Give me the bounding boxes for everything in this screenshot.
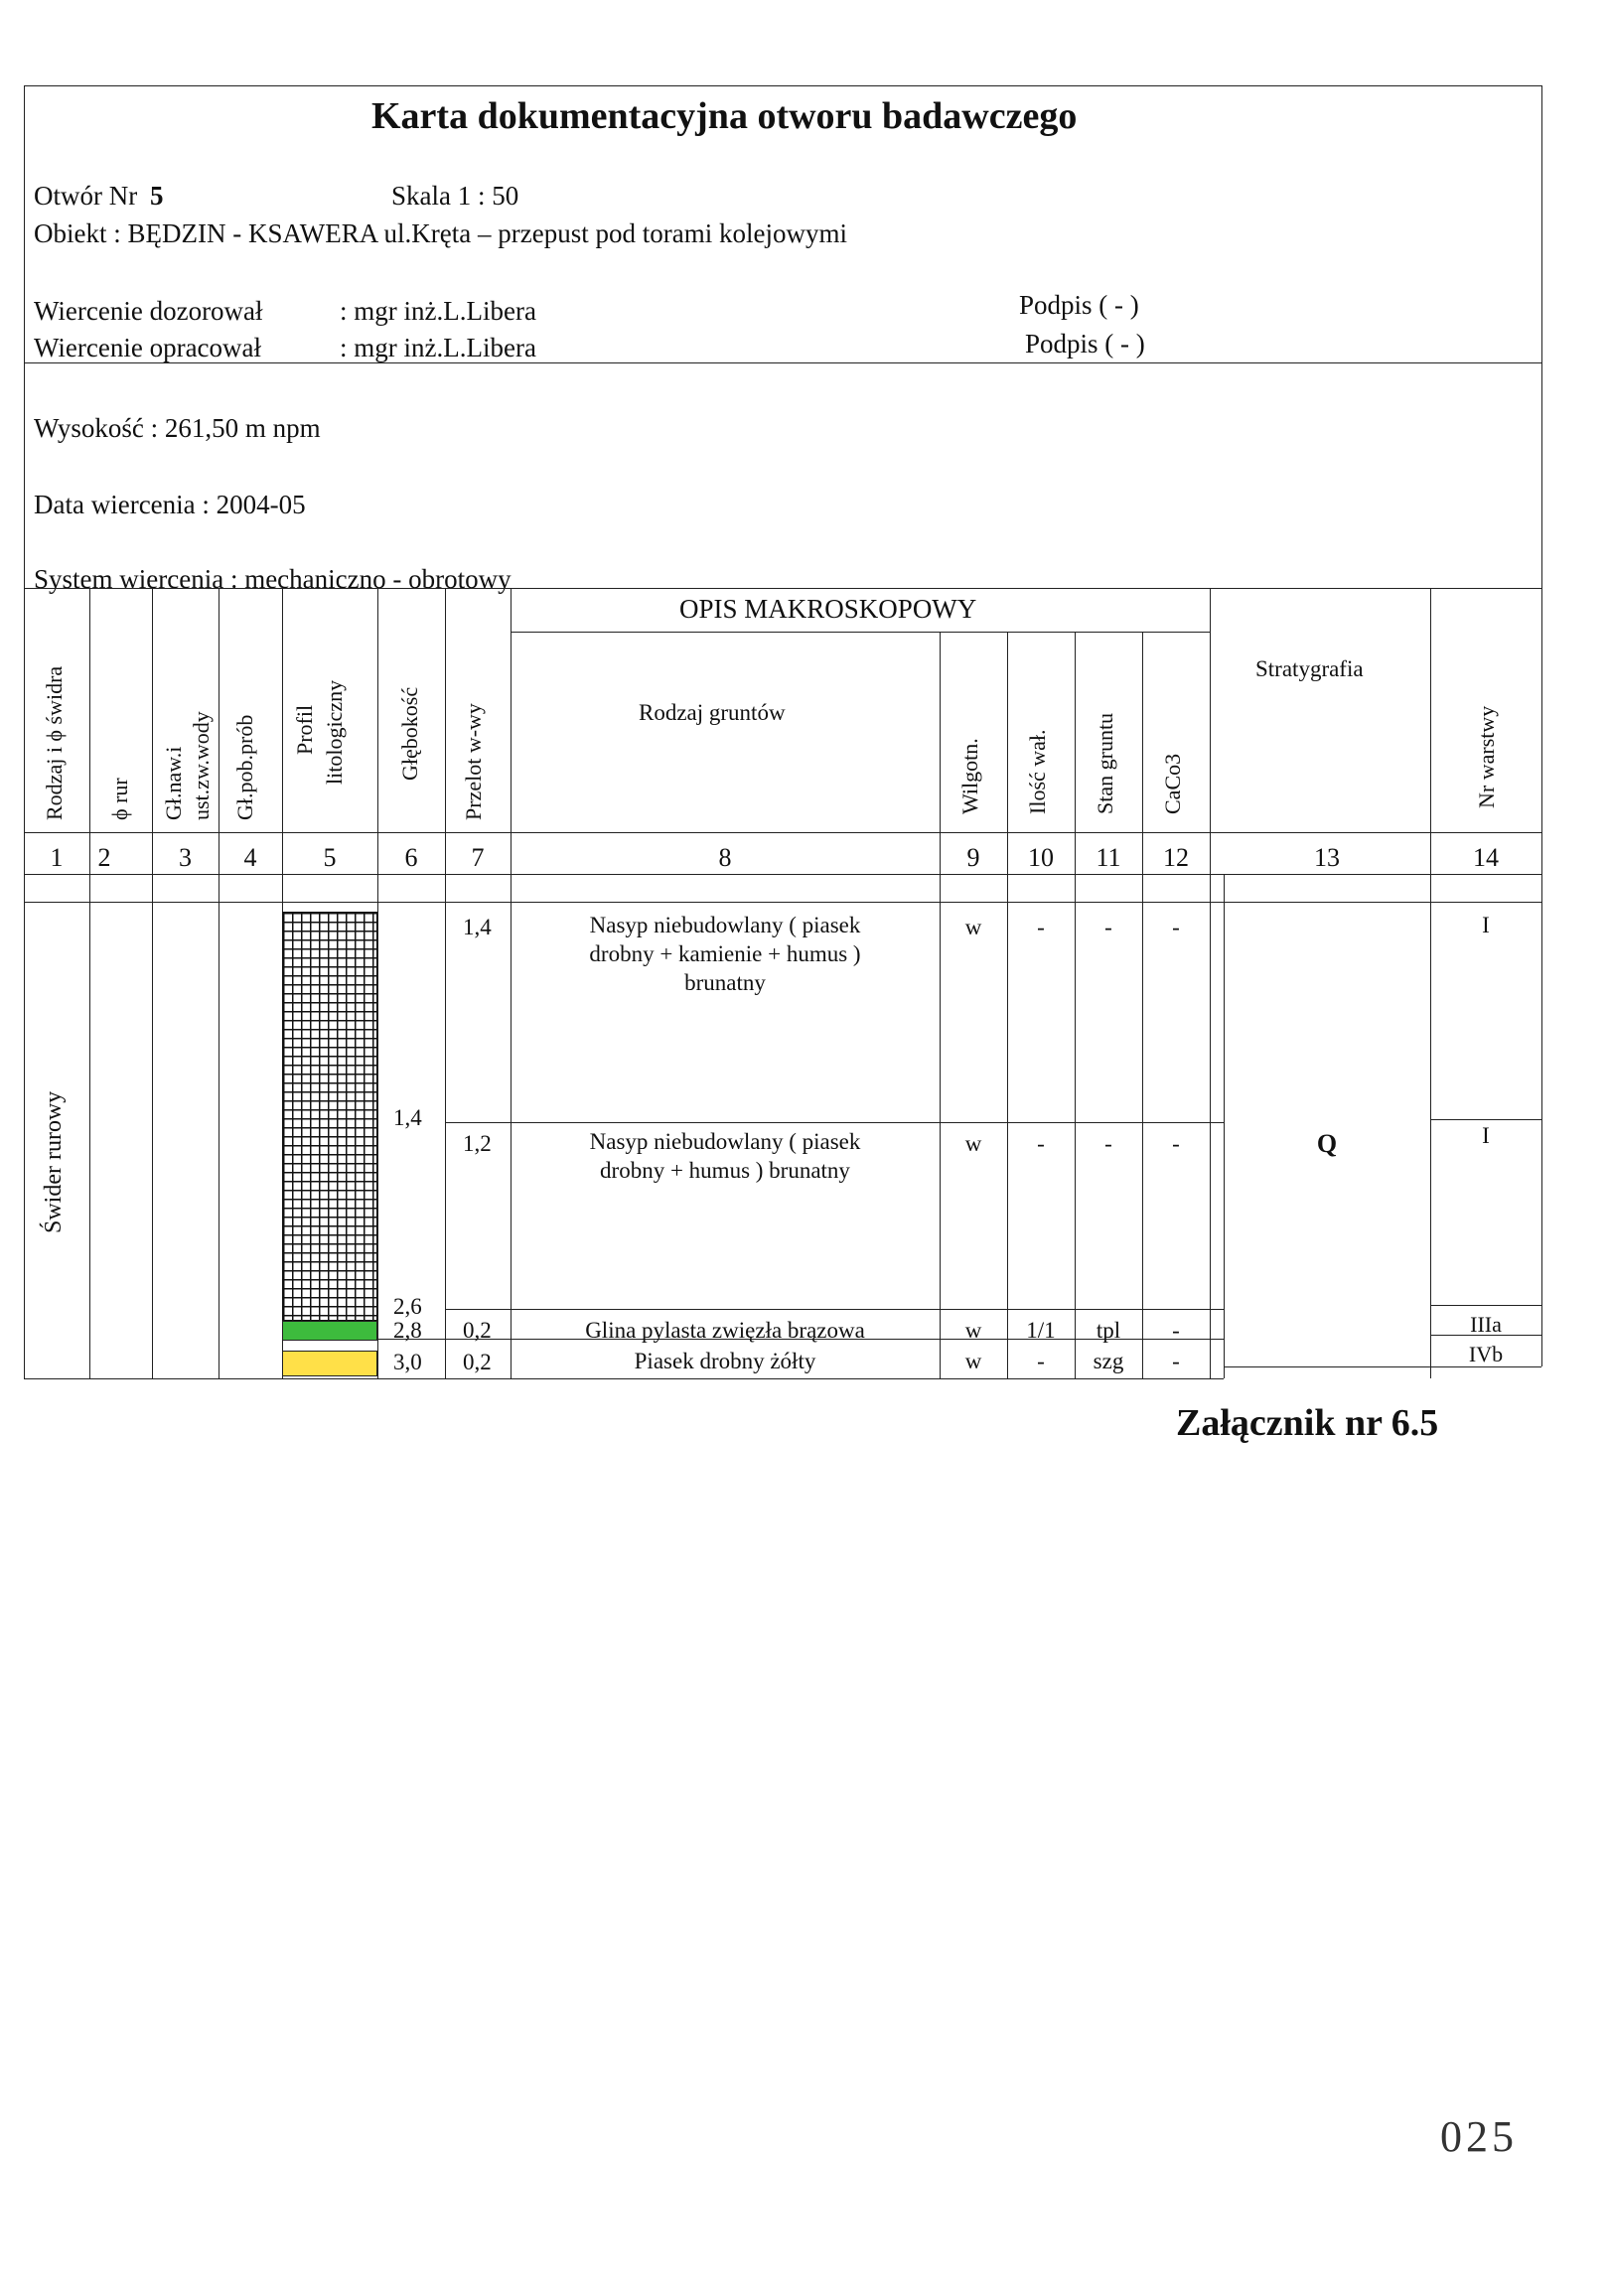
layer1-nr-bottom-line xyxy=(1430,1119,1541,1120)
author-value: : mgr inż.L.Libera xyxy=(340,333,536,362)
col-number-4: 4 xyxy=(243,843,257,872)
col-header-3a: Gł.naw.i xyxy=(161,746,186,820)
supervisor-label: Wiercenie dozorował xyxy=(34,296,263,326)
layer4-caco3: - xyxy=(1172,1349,1180,1373)
col-number-5: 5 xyxy=(323,843,337,872)
borehole-number: 5 xyxy=(149,181,164,211)
col-header-5b: litologiczny xyxy=(322,679,347,785)
scale-label: Skala 1 : 50 xyxy=(391,181,519,211)
layer1-desc-line1: Nasyp niebudowlany ( piasek xyxy=(589,913,861,937)
layer4-stan: szg xyxy=(1093,1349,1124,1373)
layer3-desc-line1: Glina pylasta zwięzła brązowa xyxy=(585,1318,865,1343)
layer1-caco3: - xyxy=(1172,915,1180,939)
layer2-ilosc: - xyxy=(1037,1131,1045,1156)
borehole-label xyxy=(34,183,163,210)
col-number-13: 13 xyxy=(1314,843,1340,872)
col-number-7: 7 xyxy=(471,843,485,872)
layer3-stan: tpl xyxy=(1096,1318,1121,1343)
table-top-line xyxy=(24,588,1541,589)
col-header-6: Głębokość xyxy=(397,686,422,781)
layer2-wilg: w xyxy=(964,1131,982,1156)
col-header-3b: ust.zw.wody xyxy=(189,711,214,820)
col-sep-10 xyxy=(1075,632,1076,1378)
author-label: Wiercenie opracował xyxy=(34,333,262,362)
col-sep-2 xyxy=(152,588,153,1378)
layer3-description xyxy=(511,1317,940,1346)
table-bottom-line xyxy=(24,1378,1224,1379)
layer4-desc-line1: Piasek drobny żółty xyxy=(634,1349,816,1373)
col-number-11: 11 xyxy=(1096,843,1121,872)
col-header-12: CaCo3 xyxy=(1160,753,1185,814)
layer1-bottom-line xyxy=(445,1122,1224,1123)
col-sep-6 xyxy=(445,588,446,1378)
drill-date-label: Data wiercenia : 2004-05 xyxy=(34,490,306,519)
col-header-4: Gł.pob.prób xyxy=(232,714,257,820)
header-bottom-line xyxy=(24,832,1541,833)
drill-type: Świder rurowy xyxy=(41,1090,67,1233)
col-number-10: 10 xyxy=(1028,843,1054,872)
layer1-desc-line2: drobny + kamienie + humus ) xyxy=(589,940,861,966)
col-sep-1 xyxy=(89,588,90,1378)
layer3-depth: 2,8 xyxy=(393,1318,422,1343)
borehole-label-text: Otwór Nr xyxy=(34,181,138,211)
col-sep-12b xyxy=(1224,874,1225,1378)
frame-right xyxy=(1541,85,1542,1366)
layer1-ilosc: - xyxy=(1037,915,1045,939)
col-sep-13 xyxy=(1430,588,1431,1378)
col-number-8: 8 xyxy=(718,843,732,872)
layer1-thickness: 1,4 xyxy=(463,915,492,939)
signature-2: Podpis ( - ) xyxy=(1025,329,1145,359)
layer1-desc-line3: brunatny xyxy=(684,969,766,995)
layer2-description xyxy=(511,1128,940,1186)
signature-1: Podpis ( - ) xyxy=(1019,290,1139,320)
col-number-1: 1 xyxy=(50,843,64,872)
frame-left xyxy=(24,85,25,1379)
layer2-caco3: - xyxy=(1172,1131,1180,1156)
col-sep-9 xyxy=(1007,632,1008,1378)
frame-top xyxy=(24,85,1541,86)
col-header-11: Stan gruntu xyxy=(1093,712,1117,814)
layer4-wilg: w xyxy=(964,1349,982,1373)
object-label: Obiekt : BĘDZIN - KSAWERA ul.Kręta – przepust pod torami kolejowymi xyxy=(34,218,847,248)
layer2-bottom-line xyxy=(445,1309,1224,1310)
col-header-8: Rodzaj gruntów xyxy=(639,700,786,725)
drill-system-label: System wiercenia : mechaniczno - obrotowy xyxy=(34,564,512,594)
col-number-12: 12 xyxy=(1163,843,1189,872)
opis-header-line xyxy=(511,632,1210,633)
layer4-ilosc: - xyxy=(1037,1349,1045,1373)
layer2-stan: - xyxy=(1104,1131,1112,1156)
layer2-nr-bottom-line xyxy=(1430,1305,1541,1306)
col-header-1: Rodzaj i ϕ świdra xyxy=(42,665,67,820)
col-number-9: 9 xyxy=(966,843,980,872)
layer4-thickness: 0,2 xyxy=(463,1350,492,1374)
lithology-fill-piasek xyxy=(282,1351,377,1376)
col-header-2: ϕ rur xyxy=(107,778,132,820)
col-header-10: Ilość wał. xyxy=(1025,729,1050,814)
elevation-label: Wysokość : 261,50 m npm xyxy=(34,413,321,443)
col-sep-11 xyxy=(1142,632,1143,1378)
page-number: 025 xyxy=(1440,2112,1518,2161)
col-number-6: 6 xyxy=(404,843,418,872)
layer4-depth: 3,0 xyxy=(393,1350,422,1374)
layer2-thickness: 1,2 xyxy=(463,1131,492,1156)
layer2-nr: I xyxy=(1482,1123,1490,1148)
page-title: Karta dokumentacyjna otworu badawczego xyxy=(371,95,1078,137)
lithology-fill-nasyp xyxy=(282,912,377,1321)
layer3-wilg: w xyxy=(964,1318,982,1343)
layer2-desc-line2: drobny + humus ) brunatny xyxy=(600,1157,850,1183)
lithology-fill-glina xyxy=(282,1321,377,1341)
supervisor-value: : mgr inż.L.Libera xyxy=(340,296,536,326)
layer4-nr: IVb xyxy=(1468,1342,1504,1366)
layer3-thickness: 0,2 xyxy=(463,1318,492,1343)
col-sep-8 xyxy=(940,632,941,1378)
col-header-14: Nr warstwy xyxy=(1474,705,1499,808)
col-header-5a: Profil xyxy=(292,704,317,755)
layer1-wilg: w xyxy=(964,915,982,939)
attachment-label: Załącznik nr 6.5 xyxy=(1176,1402,1439,1444)
layer3-caco3: - xyxy=(1172,1318,1180,1343)
layer1-stan: - xyxy=(1104,915,1112,939)
layer1-depth: 1,4 xyxy=(393,1105,422,1130)
col-header-9: Wilgotn. xyxy=(957,738,982,814)
col-number-14: 14 xyxy=(1473,843,1499,872)
body-top-line xyxy=(24,902,1541,903)
col-sep-5 xyxy=(377,588,378,1378)
layer2-depth: 2,6 xyxy=(393,1294,422,1319)
col-number-2: 2 xyxy=(97,843,111,872)
col-sep-12 xyxy=(1210,588,1211,1378)
col-header-7: Przelot w-wy xyxy=(461,703,486,820)
layer1-nr: I xyxy=(1482,913,1490,937)
layer2-desc-line1: Nasyp niebudowlany ( piasek xyxy=(589,1129,861,1154)
col-header-13: Stratygrafia xyxy=(1255,656,1364,681)
col-number-3: 3 xyxy=(179,843,192,872)
layer4-description xyxy=(511,1348,940,1376)
layer3-nr: IIIa xyxy=(1470,1312,1502,1337)
layer1-description xyxy=(511,912,940,997)
layer3-ilosc: 1/1 xyxy=(1026,1318,1056,1343)
stratigraphy-value: Q xyxy=(1316,1129,1338,1158)
header-divider xyxy=(24,362,1541,363)
opis-header: OPIS MAKROSKOPOWY xyxy=(679,594,977,624)
